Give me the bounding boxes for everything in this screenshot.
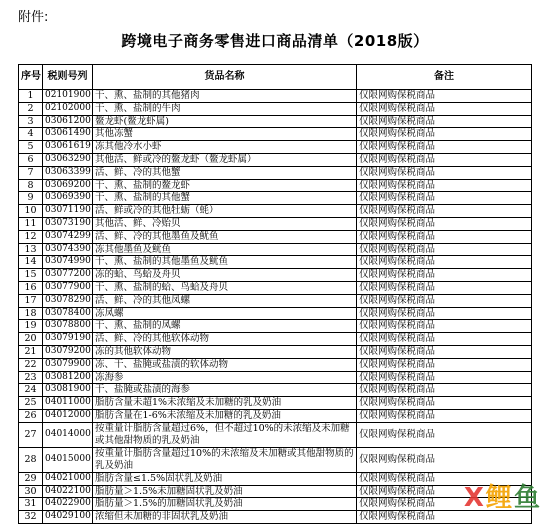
cell-code: 03078400 bbox=[43, 307, 93, 320]
cell-name: 脂肪含量≤1.5%固状乳及奶油 bbox=[93, 472, 357, 485]
cell-code: 02101900 bbox=[43, 90, 93, 103]
table-row bbox=[19, 102, 532, 115]
cell-note: 仅限网购保税商品 bbox=[357, 320, 532, 333]
cell-note: 仅限网购保税商品 bbox=[357, 90, 532, 103]
watermark-logo bbox=[464, 477, 542, 514]
table-row bbox=[19, 447, 532, 472]
cell-name: 其他冻蟹 bbox=[93, 128, 357, 141]
cell-no: 27 bbox=[19, 422, 43, 447]
cell-code: 03077900 bbox=[43, 281, 93, 294]
cell-code: 03069200 bbox=[43, 179, 93, 192]
attachment-label: 附件: bbox=[18, 10, 49, 25]
cell-name: 其他活、鲜或冷的鳌龙虾（鳌龙虾属） bbox=[93, 153, 357, 166]
cell-name: 鳌龙虾(鳌龙虾属) bbox=[93, 115, 357, 128]
cell-code: 03061619 bbox=[43, 141, 93, 154]
table-row bbox=[19, 371, 532, 384]
cell-code: 03078800 bbox=[43, 320, 93, 333]
cell-code: 03079900 bbox=[43, 358, 93, 371]
cell-name: 按重量计脂肪含量超过10%的未浓缩及未加糖或其他甜物质的乳及奶油 bbox=[93, 447, 357, 472]
cell-note: 仅限网购保税商品 bbox=[357, 192, 532, 205]
cell-name: 活、鲜、冷的其他凤螺 bbox=[93, 294, 357, 307]
table-row bbox=[19, 179, 532, 192]
table-row bbox=[19, 409, 532, 422]
cell-code: 03074299 bbox=[43, 230, 93, 243]
cell-code: 03071190 bbox=[43, 205, 93, 218]
cell-name: 干、熏、盐制的鳌龙虾 bbox=[93, 179, 357, 192]
cell-name: 活、鲜、冷的其他软体动物 bbox=[93, 333, 357, 346]
cell-no: 17 bbox=[19, 294, 43, 307]
cell-name: 冻、干、盐腌或盐渍的软体动物 bbox=[93, 358, 357, 371]
cell-code: 04011000 bbox=[43, 397, 93, 410]
cell-note: 仅限网购保税商品 bbox=[357, 472, 532, 485]
cell-code: 03079200 bbox=[43, 345, 93, 358]
cell-code: 04015000 bbox=[43, 447, 93, 472]
table-row bbox=[19, 422, 532, 447]
cell-name: 冻其他墨鱼及鱿鱼 bbox=[93, 243, 357, 256]
cell-no: 29 bbox=[19, 472, 43, 485]
table-row bbox=[19, 115, 532, 128]
cell-name: 冻凤螺 bbox=[93, 307, 357, 320]
cell-no: 18 bbox=[19, 307, 43, 320]
cell-note: 仅限网购保税商品 bbox=[357, 333, 532, 346]
table-row bbox=[19, 485, 532, 498]
cell-note: 仅限网购保税商品 bbox=[357, 115, 532, 128]
cell-code: 03074990 bbox=[43, 256, 93, 269]
cell-no: 8 bbox=[19, 179, 43, 192]
cell-name: 冻海参 bbox=[93, 371, 357, 384]
cell-note: 仅限网购保税商品 bbox=[357, 243, 532, 256]
cell-note: 仅限网购保税商品 bbox=[357, 179, 532, 192]
cell-name: 脂肪量＞1.5%未加糖固状乳及奶油 bbox=[93, 485, 357, 498]
table-row bbox=[19, 243, 532, 256]
cell-name: 干、熏、盐制的蛤、鸟蛤及舟贝 bbox=[93, 281, 357, 294]
cell-code: 03081200 bbox=[43, 371, 93, 384]
cell-code: 03063399 bbox=[43, 166, 93, 179]
cell-no: 11 bbox=[19, 217, 43, 230]
cell-name: 冻的其他软体动物 bbox=[93, 345, 357, 358]
cell-name: 脂肪含量在1-6%未浓缩及未加糖的乳及奶油 bbox=[93, 409, 357, 422]
cell-note: 仅限网购保税商品 bbox=[357, 422, 532, 447]
cell-note: 仅限网购保税商品 bbox=[357, 102, 532, 115]
cell-name: 脂肪量＞1.5%的加糖固状乳及奶油 bbox=[93, 498, 357, 511]
cell-no: 32 bbox=[19, 511, 43, 524]
table-row bbox=[19, 90, 532, 103]
cell-code: 03069390 bbox=[43, 192, 93, 205]
cell-note: 仅限网购保税商品 bbox=[357, 281, 532, 294]
cell-note: 仅限网购保税商品 bbox=[357, 409, 532, 422]
cell-note: 仅限网购保税商品 bbox=[357, 511, 532, 524]
product-list-table bbox=[18, 64, 532, 524]
cell-name: 冻的蛤、鸟蛤及舟贝 bbox=[93, 269, 357, 282]
table-body bbox=[19, 90, 532, 524]
cell-name: 干、熏、盐制的其他墨鱼及鱿鱼 bbox=[93, 256, 357, 269]
cell-code: 03079190 bbox=[43, 333, 93, 346]
table-row bbox=[19, 358, 532, 371]
cell-note: 仅限网购保税商品 bbox=[357, 205, 532, 218]
table-row bbox=[19, 511, 532, 524]
cell-code: 04014000 bbox=[43, 422, 93, 447]
cell-code: 04012000 bbox=[43, 409, 93, 422]
cell-code: 03077200 bbox=[43, 269, 93, 282]
cell-code: 03063290 bbox=[43, 153, 93, 166]
cell-no: 5 bbox=[19, 141, 43, 154]
cell-note: 仅限网购保税商品 bbox=[357, 269, 532, 282]
cell-note: 仅限网购保税商品 bbox=[357, 294, 532, 307]
cell-name: 冻其他冷水小虾 bbox=[93, 141, 357, 154]
table-row bbox=[19, 141, 532, 154]
table-row bbox=[19, 166, 532, 179]
cell-code: 02102000 bbox=[43, 102, 93, 115]
cell-name: 活、鲜、冷的其他蟹 bbox=[93, 166, 357, 179]
cell-name: 活、鲜、冷的其他墨鱼及鱿鱼 bbox=[93, 230, 357, 243]
document-title: 跨境电子商务零售进口商品清单（2018版） bbox=[121, 32, 429, 50]
cell-note: 仅限网购保税商品 bbox=[357, 485, 532, 498]
cell-no: 20 bbox=[19, 333, 43, 346]
table-row bbox=[19, 498, 532, 511]
cell-no: 2 bbox=[19, 102, 43, 115]
cell-code: 03078290 bbox=[43, 294, 93, 307]
cell-code: 03073190 bbox=[43, 217, 93, 230]
cell-no: 22 bbox=[19, 358, 43, 371]
cell-name: 按重量计脂肪含量超过6%，但不超过10%的未浓缩及未加糖或其他甜物质的乳及奶油 bbox=[93, 422, 357, 447]
table-row bbox=[19, 472, 532, 485]
cell-name: 浓缩但未加糖的非固状乳及奶油 bbox=[93, 511, 357, 524]
cell-no: 13 bbox=[19, 243, 43, 256]
cell-no: 1 bbox=[19, 90, 43, 103]
watermark-part-2: 鲤 bbox=[485, 483, 514, 513]
header-note: 备注 bbox=[357, 65, 532, 90]
cell-no: 3 bbox=[19, 115, 43, 128]
cell-no: 28 bbox=[19, 447, 43, 472]
cell-no: 15 bbox=[19, 269, 43, 282]
table-row bbox=[19, 256, 532, 269]
cell-note: 仅限网购保税商品 bbox=[357, 230, 532, 243]
cell-note: 仅限网购保税商品 bbox=[357, 498, 532, 511]
cell-name: 干、熏、盐制的凤螺 bbox=[93, 320, 357, 333]
cell-no: 25 bbox=[19, 397, 43, 410]
header-no: 序号 bbox=[19, 65, 43, 90]
table-row bbox=[19, 205, 532, 218]
cell-note: 仅限网购保税商品 bbox=[357, 345, 532, 358]
cell-no: 6 bbox=[19, 153, 43, 166]
cell-note: 仅限网购保税商品 bbox=[357, 256, 532, 269]
table-row bbox=[19, 269, 532, 282]
cell-no: 19 bbox=[19, 320, 43, 333]
table-row bbox=[19, 192, 532, 205]
cell-note: 仅限网购保税商品 bbox=[357, 384, 532, 397]
cell-no: 14 bbox=[19, 256, 43, 269]
cell-note: 仅限网购保税商品 bbox=[357, 141, 532, 154]
table-row bbox=[19, 307, 532, 320]
cell-name: 干、熏、盐制的其他蟹 bbox=[93, 192, 357, 205]
cell-code: 04021000 bbox=[43, 472, 93, 485]
table-row bbox=[19, 217, 532, 230]
cell-note: 仅限网购保税商品 bbox=[357, 447, 532, 472]
cell-code: 03081900 bbox=[43, 384, 93, 397]
cell-no: 4 bbox=[19, 128, 43, 141]
cell-no: 7 bbox=[19, 166, 43, 179]
table-row bbox=[19, 153, 532, 166]
cell-name: 脂肪含量未超1%未浓缩及未加糖的乳及奶油 bbox=[93, 397, 357, 410]
watermark-part-1: X bbox=[463, 483, 486, 513]
cell-name: 干、熏、盐制的牛肉 bbox=[93, 102, 357, 115]
cell-note: 仅限网购保税商品 bbox=[357, 397, 532, 410]
table-row bbox=[19, 320, 532, 333]
header-code: 税则号列 bbox=[43, 65, 93, 90]
cell-name: 干、熏、盐制的其他猪肉 bbox=[93, 90, 357, 103]
table-row bbox=[19, 294, 532, 307]
table-row bbox=[19, 397, 532, 410]
table-row bbox=[19, 281, 532, 294]
table-row bbox=[19, 230, 532, 243]
cell-note: 仅限网购保税商品 bbox=[357, 307, 532, 320]
table-header-row bbox=[19, 65, 532, 90]
cell-no: 9 bbox=[19, 192, 43, 205]
cell-note: 仅限网购保税商品 bbox=[357, 153, 532, 166]
cell-no: 10 bbox=[19, 205, 43, 218]
cell-no: 23 bbox=[19, 371, 43, 384]
cell-code: 04022100 bbox=[43, 485, 93, 498]
table-row bbox=[19, 345, 532, 358]
cell-note: 仅限网购保税商品 bbox=[357, 166, 532, 179]
header-name: 货品名称 bbox=[93, 65, 357, 90]
cell-note: 仅限网购保税商品 bbox=[357, 217, 532, 230]
cell-no: 16 bbox=[19, 281, 43, 294]
cell-code: 03074390 bbox=[43, 243, 93, 256]
cell-no: 21 bbox=[19, 345, 43, 358]
cell-no: 12 bbox=[19, 230, 43, 243]
cell-no: 24 bbox=[19, 384, 43, 397]
cell-code: 03061490 bbox=[43, 128, 93, 141]
cell-code: 03061200 bbox=[43, 115, 93, 128]
watermark-part-3: 鱼 bbox=[513, 483, 542, 513]
cell-no: 26 bbox=[19, 409, 43, 422]
cell-code: 04022900 bbox=[43, 498, 93, 511]
cell-name: 其他活、鲜、冷贻贝 bbox=[93, 217, 357, 230]
cell-no: 31 bbox=[19, 498, 43, 511]
cell-note: 仅限网购保税商品 bbox=[357, 371, 532, 384]
cell-note: 仅限网购保税商品 bbox=[357, 128, 532, 141]
cell-no: 30 bbox=[19, 485, 43, 498]
cell-code: 04029100 bbox=[43, 511, 93, 524]
table-row bbox=[19, 333, 532, 346]
table-row bbox=[19, 128, 532, 141]
cell-note: 仅限网购保税商品 bbox=[357, 358, 532, 371]
table-row bbox=[19, 384, 532, 397]
cell-name: 干、盐腌或盐渍的海参 bbox=[93, 384, 357, 397]
cell-name: 活、鲜或冷的其他牡蛎（蚝） bbox=[93, 205, 357, 218]
